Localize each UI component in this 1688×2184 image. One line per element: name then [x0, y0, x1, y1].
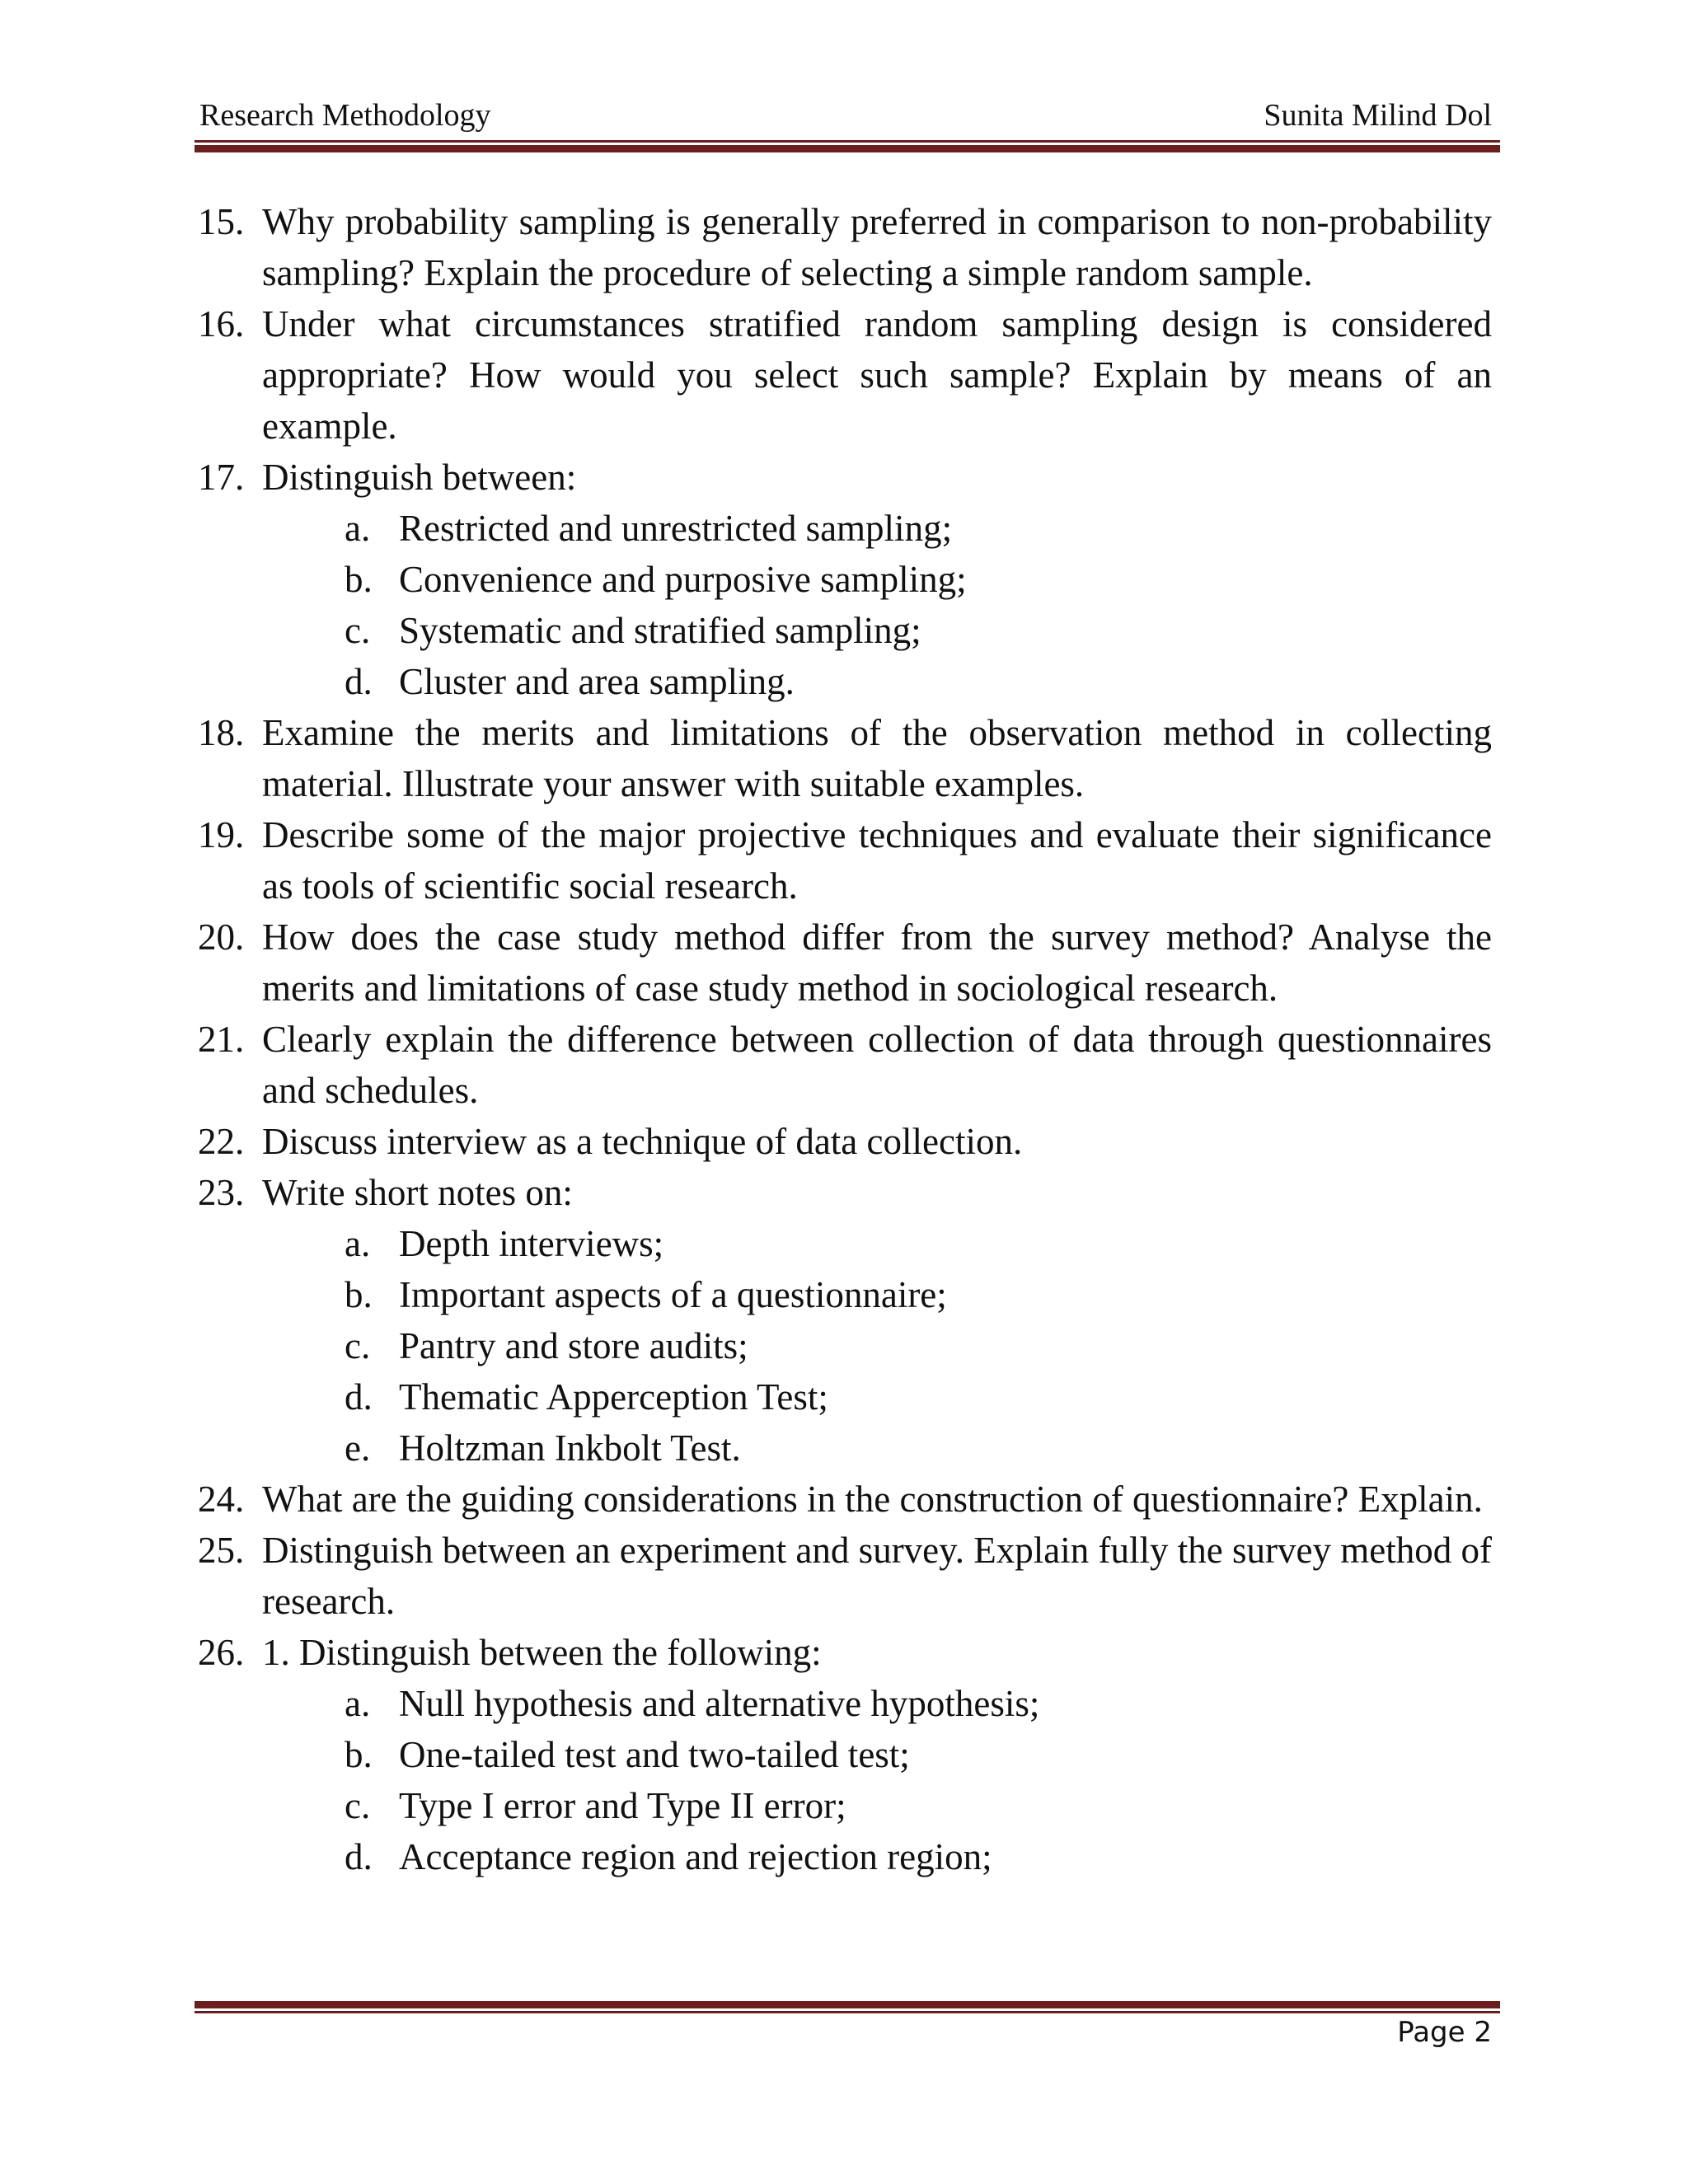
question-item: [195, 809, 1492, 912]
sub-item-letter: c.: [345, 610, 371, 651]
sub-item-letter: a.: [345, 1223, 371, 1264]
sub-item-text: Restricted and unrestricted sampling;: [399, 508, 953, 549]
sub-item-text: Convenience and purposive sampling;: [399, 559, 967, 600]
sub-item-text: Null hypothesis and alternative hypothesis;: [399, 1683, 1040, 1724]
sub-item: [195, 656, 1492, 707]
question-item: [195, 1167, 1492, 1218]
sub-item-text: One-tailed test and two-tailed test;: [399, 1734, 910, 1775]
page-header: [199, 97, 1500, 137]
sub-item: [195, 503, 1492, 554]
question-text: Discuss interview as a technique of data collection.: [262, 1121, 1023, 1162]
question-item: [195, 1014, 1492, 1116]
question-item: [195, 298, 1492, 452]
question-number: 21.: [198, 1019, 245, 1060]
sub-item-letter: b.: [345, 1274, 373, 1315]
sub-item-letter: d.: [345, 1376, 373, 1418]
sub-item-letter: c.: [345, 1785, 371, 1826]
question-item: [195, 1116, 1492, 1167]
sub-item-letter: b.: [345, 1734, 373, 1775]
header-rule: [195, 140, 1500, 152]
question-text: Examine the merits and limitations of the observation method in collecting material. Illustrate your answer with suitable examples.: [262, 712, 1492, 804]
question-text: Under what circumstances stratified random sampling design is considered appropriate? How would you select such sample? Explain by means of an example.: [262, 303, 1492, 447]
sub-item-letter: a.: [345, 1683, 371, 1724]
sub-item-text: Thematic Apperception Test;: [399, 1376, 828, 1418]
question-number: 24.: [198, 1479, 245, 1520]
question-text: Distinguish between an experiment and survey. Explain fully the survey method of research.: [262, 1530, 1492, 1622]
question-number: 17.: [198, 457, 245, 498]
question-list: [195, 196, 1492, 1882]
question-item: [195, 1474, 1492, 1525]
question-number: 22.: [198, 1121, 245, 1162]
question-number: 18.: [198, 712, 245, 753]
question-number: 23.: [198, 1172, 245, 1213]
question-text: Why probability sampling is generally preferred in comparison to non-probability sampling? Explain the procedure of selecting a simple random sample.: [262, 201, 1492, 293]
sub-item: [195, 605, 1492, 656]
sub-item: [195, 1269, 1492, 1320]
question-text: Write short notes on:: [262, 1172, 573, 1213]
header-author: Sunita Milind Dol: [1264, 98, 1492, 133]
sub-item: [195, 1780, 1492, 1831]
sub-item-letter: e.: [345, 1427, 371, 1469]
sub-item-letter: a.: [345, 508, 371, 549]
question-item: [195, 912, 1492, 1014]
sub-item: [195, 1729, 1492, 1780]
question-text: Distinguish between:: [262, 457, 577, 498]
question-text: Clearly explain the difference between collection of data through questionnaires and schedules.: [262, 1019, 1492, 1111]
question-number: 26.: [198, 1632, 245, 1673]
sub-item: [195, 1831, 1492, 1882]
sub-item: [195, 1422, 1492, 1474]
sub-item-text: Type I error and Type II error;: [399, 1785, 846, 1826]
question-number: 15.: [198, 201, 245, 242]
sub-item-text: Important aspects of a questionnaire;: [399, 1274, 947, 1315]
footer-rule: [195, 2001, 1500, 2013]
sub-item-text: Depth interviews;: [399, 1223, 664, 1264]
sub-item-letter: d.: [345, 1836, 373, 1877]
sub-item: [195, 1371, 1492, 1422]
sub-item: [195, 554, 1492, 605]
question-number: 16.: [198, 303, 245, 344]
question-text: How does the case study method differ from the survey method? Analyse the merits and limitations of case study method in sociological research.: [262, 916, 1492, 1009]
question-item: [195, 452, 1492, 503]
page-number: Page 2: [1397, 2016, 1492, 2049]
sub-item-text: Cluster and area sampling.: [399, 661, 795, 702]
sub-item: [195, 1218, 1492, 1269]
question-item: [195, 196, 1492, 298]
sub-item: [195, 1678, 1492, 1729]
header-title: Research Methodology: [199, 98, 491, 133]
sub-item-letter: d.: [345, 661, 373, 702]
question-number: 20.: [198, 916, 245, 958]
question-number: 25.: [198, 1530, 245, 1571]
question-text: What are the guiding considerations in the construction of questionnaire? Explain.: [262, 1479, 1483, 1520]
sub-item-letter: b.: [345, 559, 373, 600]
sub-item-text: Acceptance region and rejection region;: [399, 1836, 992, 1877]
sub-item-letter: c.: [345, 1325, 371, 1366]
question-number: 19.: [198, 814, 245, 855]
sub-item-text: Systematic and stratified sampling;: [399, 610, 921, 651]
question-text: Describe some of the major projective techniques and evaluate their significance as tools of scientific social research.: [262, 814, 1492, 907]
sub-item: [195, 1320, 1492, 1371]
question-item: [195, 707, 1492, 809]
question-item: [195, 1627, 1492, 1678]
sub-item-text: Holtzman Inkbolt Test.: [399, 1427, 741, 1469]
question-item: [195, 1525, 1492, 1627]
sub-item-text: Pantry and store audits;: [399, 1325, 748, 1366]
question-text: 1. Distinguish between the following:: [262, 1632, 822, 1673]
